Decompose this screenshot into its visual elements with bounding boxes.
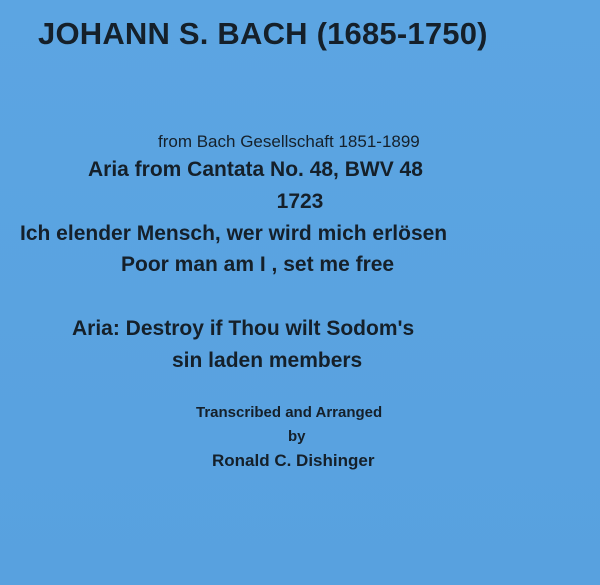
aria-subtitle-line-2: sin laden members <box>172 349 363 372</box>
arranger-name: Ronald C. Dishinger <box>212 451 375 470</box>
credit-line-2: by <box>288 428 306 445</box>
english-title: Poor man am I , set me free <box>121 253 395 276</box>
work-title: Aria from Cantata No. 48, BWV 48 <box>88 158 423 181</box>
work-year: 1723 <box>276 190 324 213</box>
source-note: from Bach Gesellschaft 1851-1899 <box>158 132 420 151</box>
german-title: Ich elender Mensch, wer wird mich erlösen <box>20 222 448 245</box>
credit-line-1: Transcribed and Arranged <box>196 404 383 421</box>
aria-subtitle-line-1: Aria: Destroy if Thou wilt Sodom's <box>72 317 415 340</box>
composer-heading: JOHANN S. BACH (1685-1750) <box>38 16 488 51</box>
